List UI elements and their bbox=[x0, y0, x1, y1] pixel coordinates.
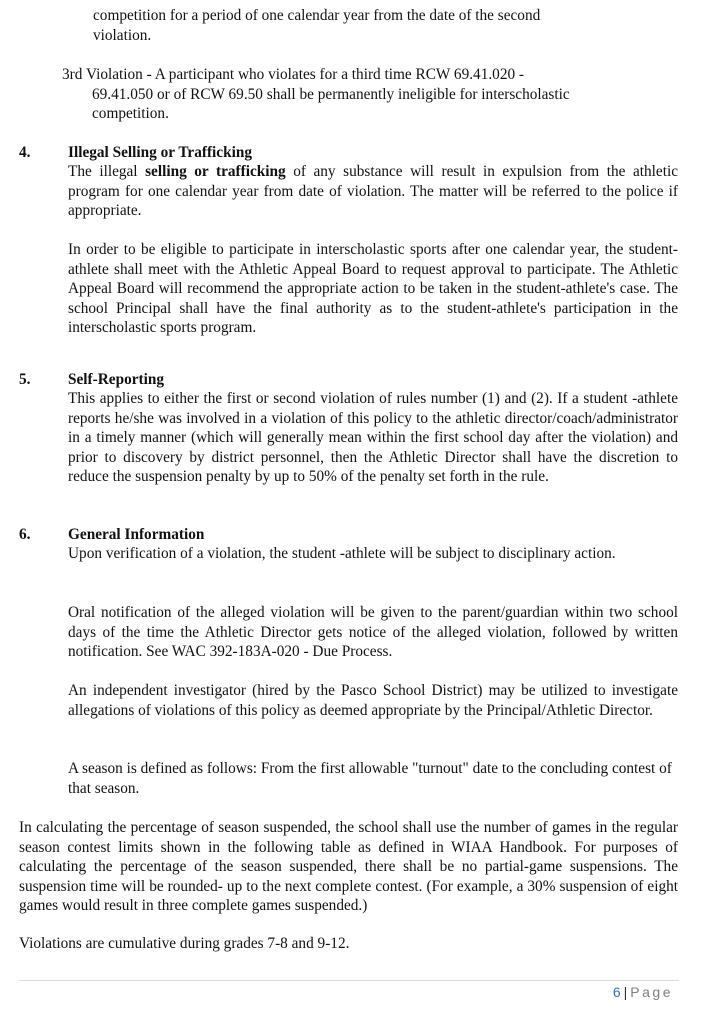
third-violation-line: competition. bbox=[92, 105, 169, 123]
footer-divider bbox=[19, 980, 679, 981]
section-4-heading: Illegal Selling or Trafficking bbox=[68, 144, 252, 161]
text-run: The illegal bbox=[68, 163, 146, 180]
third-violation-line: 3rd Violation - A participant who violates for a third time RCW 69.41.020 - bbox=[62, 66, 525, 83]
section-4-paragraph-2: In order to be eligible to participate in interscholastic sports after one calendar year, the student-athlete shall meet with the Athletic Appeal Board to request approval to participate. The Athletic Appeal Board will recommend the appropriate action to be taken in the student-athlete's case. The school Principal shall have the final authority as to the student-athlete's participation in the interscholastic sports program. bbox=[68, 241, 678, 337]
text-run: of any substance will result in expulsion from the athletic program for one calendar year from date of violation. The matter will be referred to the police if appropriate. bbox=[68, 163, 678, 220]
continuation-text bbox=[93, 6, 633, 45]
bold-text-run: selling or trafficking bbox=[145, 163, 286, 180]
section-4-paragraph-1 bbox=[68, 162, 678, 221]
section-6-paragraph-3: An independent investigator (hired by the Pasco School District) may be utilized to investigate allegations of violations of this policy as deemed appropriate by the Principal/Athletic Director. bbox=[68, 682, 678, 719]
section-6-heading: General Information bbox=[68, 526, 205, 543]
continuation-line: violation. bbox=[93, 26, 152, 44]
section-6-paragraph-2: Oral notification of the alleged violation will be given to the parent/guardian within two school days of the time the Athletic Director gets notice of the alleged violation, followed by written notification. See WAC 392-183A-020 - Due Process. bbox=[68, 604, 678, 661]
section-6-number: 6. bbox=[19, 526, 31, 543]
page-footer bbox=[613, 984, 673, 1000]
page-label: Page bbox=[630, 984, 673, 1000]
section-5-number: 5. bbox=[19, 371, 31, 388]
page-number: 6 bbox=[612, 984, 621, 1000]
section-5-heading: Self-Reporting bbox=[68, 371, 165, 388]
closing-paragraph-2: Violations are cumulative during grades 7-8 and 9-12. bbox=[19, 935, 350, 952]
footer-separator: | bbox=[623, 984, 628, 1000]
continuation-line: competition for a period of one calendar year from the date of the second bbox=[93, 7, 541, 24]
third-violation-item bbox=[62, 65, 626, 124]
section-5-paragraph-1: This applies to either the first or second violation of rules number (1) and (2). If a student -athlete reports he/she was involved in a violation of this policy to the athletic director/coach/administrator in a timely manner (which will generally mean within the first school day after the violation) and prior to discovery by district personnel, then the Athletic Director shall have the discretion to reduce the suspension penalty by up to 50% of the penalty set forth in the rule. bbox=[68, 390, 678, 486]
section-6-paragraph-4: A season is defined as follows: From the first allowable "turnout" date to the concluding contest of that season. bbox=[68, 760, 672, 797]
section-6-paragraph-1: Upon verification of a violation, the student -athlete will be subject to disciplinary action. bbox=[68, 545, 616, 562]
third-violation-line: 69.41.050 or of RCW 69.50 shall be permanently ineligible for interscholastic bbox=[92, 85, 570, 103]
closing-paragraph-1: In calculating the percentage of season suspended, the school shall use the number of games in the regular season contest limits shown in the following table as defined in WIAA Handbook. For purposes of calculating the percentage of the season suspended, there shall be no partial-game suspensions. The suspension time will be rounded- up to the next complete contest. (For example, a 30% suspension of eight games would result in three complete games suspended.) bbox=[19, 819, 678, 915]
section-4-number: 4. bbox=[19, 144, 31, 161]
